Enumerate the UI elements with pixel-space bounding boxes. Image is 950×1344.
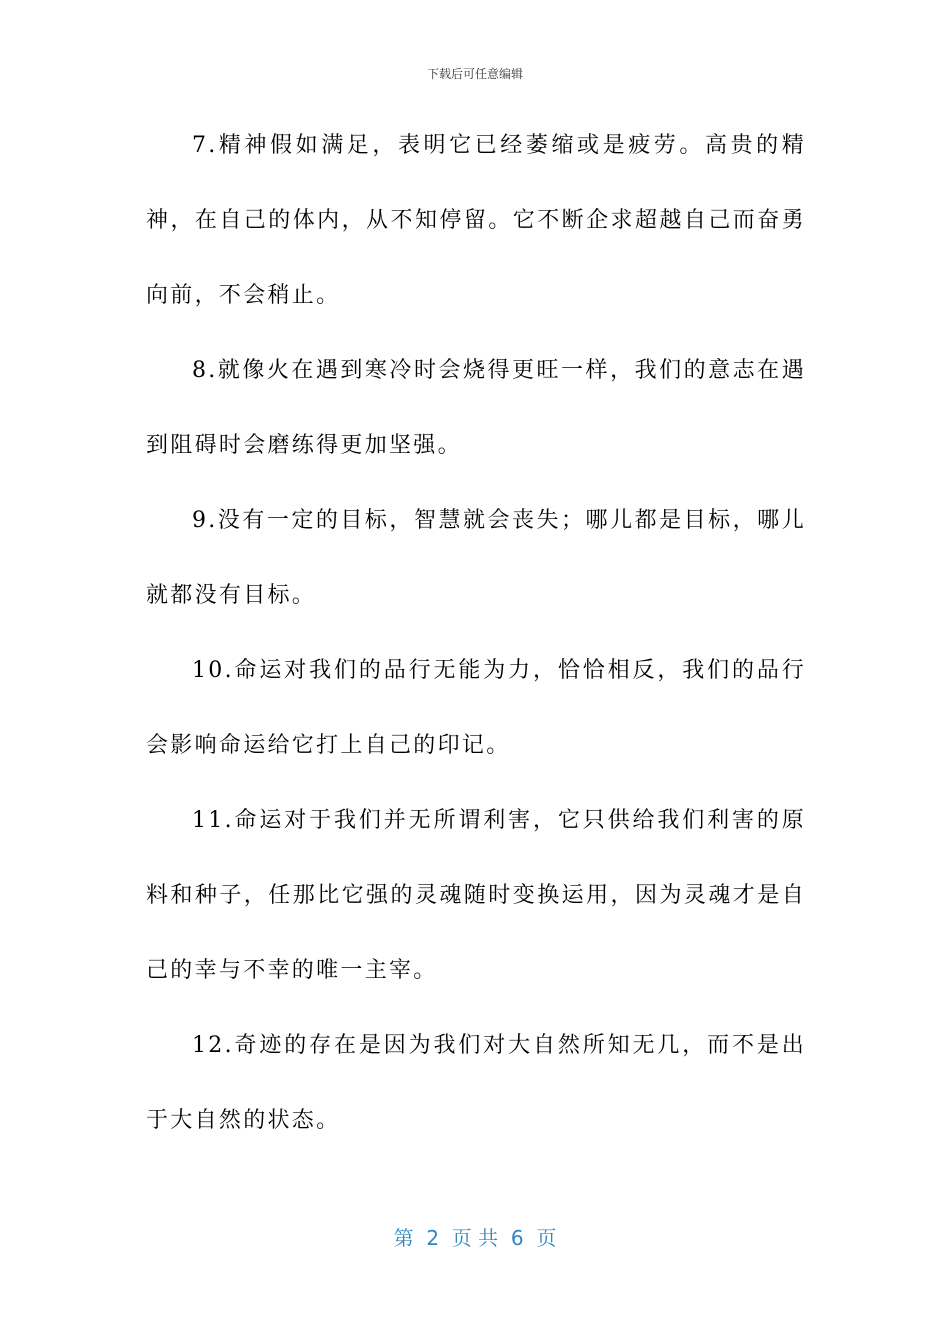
paragraph: 8.就像火在遇到寒冷时会烧得更旺一样，我们的意志在遇到阻碍时会磨练得更加坚强。: [146, 358, 806, 458]
paragraph: 11.命运对于我们并无所谓利害，它只供给我们利害的原料和种子，任那比它强的灵魂随时变换运用，因为灵魂才是自己的幸与不幸的唯一主宰。: [146, 808, 806, 983]
document-body: [146, 108, 806, 1158]
paragraph: 7.精神假如满足，表明它已经萎缩或是疲劳。高贵的精神，在自己的体内，从不知停留。它不断企求超越自己而奋勇向前，不会稍止。: [146, 133, 806, 308]
paragraph: 10.命运对我们的品行无能为力，恰恰相反，我们的品行会影响命运给它打上自己的印记。: [146, 658, 806, 758]
paragraph: 12.奇迹的存在是因为我们对大自然所知无几，而不是出于大自然的状态。: [146, 1033, 806, 1133]
page-number-footer: 第 2 页 共 6 页: [393, 1226, 557, 1250]
paragraph: 9.没有一定的目标，智慧就会丧失；哪儿都是目标，哪儿就都没有目标。: [146, 508, 806, 608]
page-header: 下载后可任意编辑: [426, 67, 523, 81]
